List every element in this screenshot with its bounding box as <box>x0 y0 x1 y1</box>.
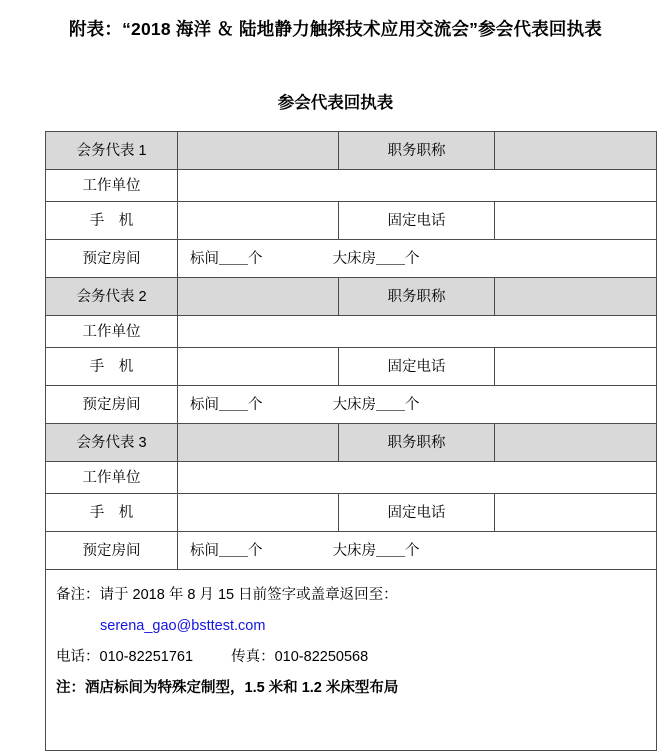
note-telephone: 电话：010-82251761 <box>56 649 194 665</box>
label-delegate-1-work-unit: 工作单位 <box>46 170 178 202</box>
table-row <box>46 240 657 278</box>
room-option-king[interactable]: 大床房＿＿个 <box>332 250 420 267</box>
table-row <box>46 424 657 462</box>
room-option-king[interactable]: 大床房＿＿个 <box>332 396 420 413</box>
label-delegate-3-room-booking: 预定房间 <box>46 532 178 570</box>
field-delegate-2-mobile[interactable] <box>178 348 339 386</box>
label-delegate-3-position: 职务职称 <box>339 424 495 462</box>
field-delegate-1-name[interactable] <box>178 132 339 170</box>
table-row <box>46 278 657 316</box>
note-email[interactable] <box>56 611 656 642</box>
table-row <box>46 386 657 424</box>
document-title: 附表：“2018 海洋 ＆ 陆地静力触探技术应用交流会”参会代表回执表 <box>68 19 602 39</box>
table-row <box>46 494 657 532</box>
label-delegate-2-mobile: 手 机 <box>46 348 178 386</box>
room-option-standard[interactable]: 标间＿＿个 <box>190 396 263 413</box>
table-row <box>46 532 657 570</box>
note-contact <box>56 642 656 673</box>
table-row <box>46 570 657 751</box>
field-delegate-1-position[interactable] <box>495 132 657 170</box>
field-delegate-2-work-unit[interactable] <box>178 316 657 348</box>
room-option-king[interactable]: 大床房＿＿个 <box>332 542 420 559</box>
note-attention: 注：酒店标间为特殊定制型，1.5 米和 1.2 米床型布局 <box>56 680 399 696</box>
table-row <box>46 348 657 386</box>
label-delegate-3-mobile: 手 机 <box>46 494 178 532</box>
label-delegate-3-landline: 固定电话 <box>339 494 495 532</box>
label-delegate-2-position: 职务职称 <box>339 278 495 316</box>
field-delegate-2-room-booking[interactable] <box>178 386 657 424</box>
room-option-standard[interactable]: 标间＿＿个 <box>190 250 263 267</box>
form-title: 参会代表回执表 <box>277 94 394 112</box>
label-delegate-1: 会务代表 1 <box>46 132 178 170</box>
table-row <box>46 316 657 348</box>
table-row <box>46 132 657 170</box>
field-delegate-2-name[interactable] <box>178 278 339 316</box>
field-delegate-2-position[interactable] <box>495 278 657 316</box>
field-delegate-3-work-unit[interactable] <box>178 462 657 494</box>
field-delegate-1-mobile[interactable] <box>178 202 339 240</box>
label-delegate-1-room-booking: 预定房间 <box>46 240 178 278</box>
table-row <box>46 170 657 202</box>
field-delegate-1-work-unit[interactable] <box>178 170 657 202</box>
field-delegate-1-landline[interactable] <box>495 202 657 240</box>
note-fax: 传真：010-82250568 <box>231 649 369 665</box>
label-delegate-3: 会务代表 3 <box>46 424 178 462</box>
label-delegate-2-landline: 固定电话 <box>339 348 495 386</box>
field-delegate-1-room-booking[interactable] <box>178 240 657 278</box>
notes-cell <box>46 570 657 751</box>
label-delegate-2: 会务代表 2 <box>46 278 178 316</box>
field-delegate-3-position[interactable] <box>495 424 657 462</box>
label-delegate-3-work-unit: 工作单位 <box>46 462 178 494</box>
label-delegate-2-work-unit: 工作单位 <box>46 316 178 348</box>
field-delegate-2-landline[interactable] <box>495 348 657 386</box>
email-link[interactable]: serena_gao@bsttest.com <box>100 618 266 634</box>
label-delegate-1-mobile: 手 机 <box>46 202 178 240</box>
label-delegate-1-position: 职务职称 <box>339 132 495 170</box>
field-delegate-3-mobile[interactable] <box>178 494 339 532</box>
label-delegate-2-room-booking: 预定房间 <box>46 386 178 424</box>
field-delegate-3-room-booking[interactable] <box>178 532 657 570</box>
room-option-standard[interactable]: 标间＿＿个 <box>190 542 263 559</box>
field-delegate-3-name[interactable] <box>178 424 339 462</box>
note-remark: 备注：请于 2018 年 8 月 15 日前签字或盖章返回至： <box>56 587 398 603</box>
field-delegate-3-landline[interactable] <box>495 494 657 532</box>
delegate-receipt-table <box>45 131 657 751</box>
table-row <box>46 462 657 494</box>
table-row <box>46 202 657 240</box>
label-delegate-1-landline: 固定电话 <box>339 202 495 240</box>
